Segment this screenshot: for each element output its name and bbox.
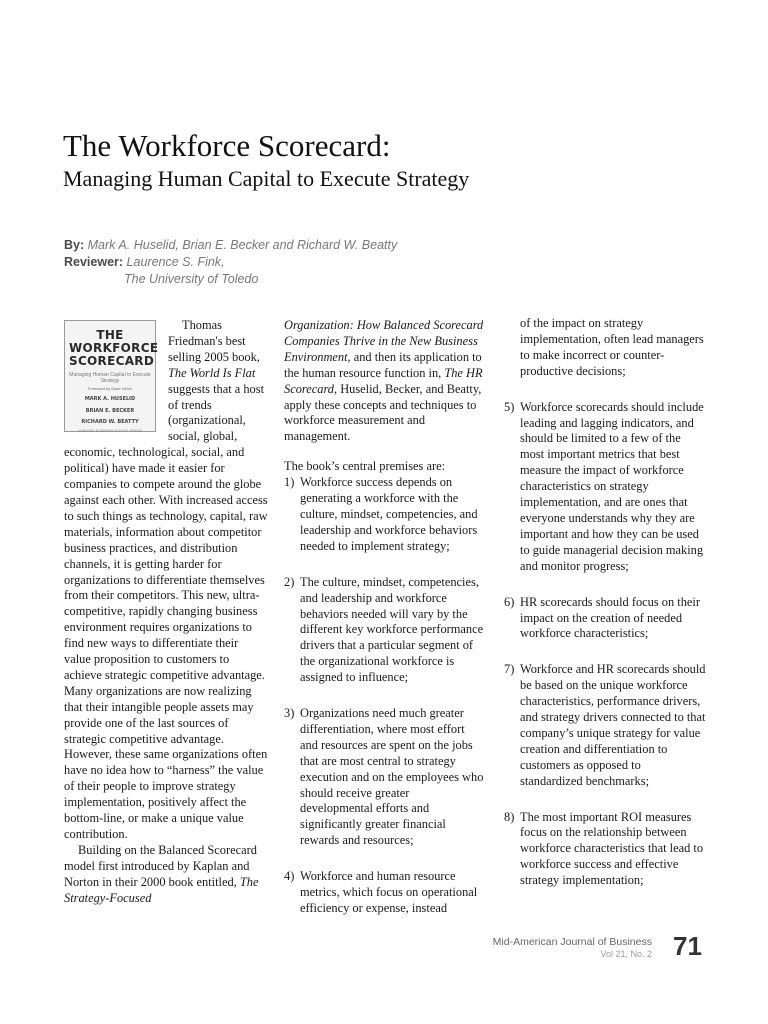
by-label: By: bbox=[64, 238, 85, 252]
premise-item bbox=[504, 810, 706, 890]
text-run: Huselid, Becker, and Beatty, apply these concepts and techniques to workforce measurement and management. bbox=[284, 381, 482, 444]
book-cover-publisher: HARVARD BUSINESS SCHOOL PRESS bbox=[78, 428, 142, 433]
byline-authors bbox=[64, 237, 397, 253]
premise-text: Workforce scorecards should include leading and lagging indicators, and should be limited to a few of the most important metrics that best measure the impact of workforce characteristics on strategy implementation, and are ones that everyone understands why they are important and how they can be used to guide managerial decision making and monitor progress; bbox=[520, 399, 704, 573]
premise-item bbox=[504, 400, 706, 575]
premise-continuation: of the impact on strategy implementation, often lead managers to make incorrect or counter-productive decisions; bbox=[520, 316, 704, 378]
book-cover-subtitle: Managing Human Capital to Execute Strategy bbox=[69, 372, 151, 384]
column-3 bbox=[504, 316, 706, 889]
premise-text: Workforce and human resource metrics, which focus on operational efficiency or expense, instead bbox=[300, 869, 478, 915]
book-title: The World Is Flat bbox=[168, 365, 256, 380]
book-cover-title-1: THE bbox=[96, 328, 124, 342]
premise-number: 5) bbox=[504, 399, 515, 414]
authors: Mark A. Huselid, Brian E. Becker and Richard W. Beatty bbox=[87, 238, 398, 252]
reviewer-name: Laurence S. Fink, bbox=[126, 255, 225, 269]
book-title: Organization: How Balanced Scorecard Companies Thrive in the New Business Environment bbox=[284, 318, 484, 364]
premise-item bbox=[284, 706, 484, 849]
journal-name: Mid-American Journal of Business bbox=[492, 936, 652, 948]
paragraph bbox=[64, 843, 268, 907]
premise-number: 7) bbox=[504, 662, 515, 677]
column-1 bbox=[64, 318, 268, 907]
book-cover-author-2: BRIAN E. BECKER bbox=[85, 407, 135, 414]
premise-text: Workforce and HR scorecards should be based on the unique workforce characteristics, performance drivers, and strategy drivers connected to that company’s unique strategy for value creation and differentiation to customers as opposed to standardized benchmarks; bbox=[520, 662, 706, 788]
book-cover-author-1: MARK A. HUSELID bbox=[84, 396, 136, 402]
reviewer-label: Reviewer: bbox=[64, 255, 124, 269]
premise-item bbox=[504, 662, 706, 789]
book-cover-image bbox=[64, 320, 159, 433]
book-cover-author-3: RICHARD W. BEATTY bbox=[81, 419, 139, 425]
text-run: , and then its application to the human resource function in, bbox=[284, 349, 482, 380]
premise-number: 4) bbox=[284, 869, 295, 884]
book-cover-foreword: Foreword by Dave Ulrich bbox=[87, 386, 132, 391]
text-run: Thomas Friedman's best selling 2005 book, bbox=[168, 318, 260, 364]
article-subtitle: Managing Human Capital to Execute Strategy bbox=[63, 166, 470, 191]
premise-text: The most important ROI measures focus on the relationship between workforce characteristics that lead to workforce success and effective strategy implementation; bbox=[520, 809, 704, 888]
text-run: suggests that a host of trends (organizational, social, global, economic, technological, social, and political) have made it easier for companies to compete around the globe against each other. With increased access to such things as technology, capital, raw materials, information about competitor business practices, and distribution channels, it is getting harder for organizations to differentiate themselves from their competitors. This new, ultra-competitive, rapidly changing business environment requires organizations to find new ways to differentiate their value proposition to customers to achieve strategic competitive advantage. Many organizations are now realizing that their intangible people assets may provide one of the last sources of strategic competitive advantage. However, these same organizations often have no idea how to “harness” the value of their people to improve strategy implementation, positively affect the bottom-line, or make a unique value contribution. bbox=[64, 381, 268, 841]
premise-item bbox=[284, 575, 484, 686]
text-run: Building on the Balanced Scorecard model first introduced by Kaplan and Norton in their 2000 book entitled, bbox=[64, 842, 257, 889]
premises-list-continued bbox=[504, 400, 706, 889]
book-title: The Strategy-Focused bbox=[64, 874, 259, 905]
premise-item bbox=[284, 869, 484, 917]
premise-number: 2) bbox=[284, 574, 295, 589]
premise-number: 1) bbox=[284, 475, 295, 490]
premise-number: 6) bbox=[504, 594, 515, 609]
book-cover-title-2: WORKFORCE bbox=[69, 341, 159, 355]
book-title: The HR Scorecard, bbox=[284, 365, 483, 396]
premise-item bbox=[284, 475, 484, 555]
premise-text: The culture, mindset, competencies, and leadership and workforce behaviors needed will vary by the different key workforce performance drivers that a particular segment of the organizational workforce is assigned to influence; bbox=[300, 574, 484, 685]
premise-text: Organizations need much greater differentiation, where most effort and resources are spent on the jobs that are most central to strategy execution and on the employees who should receive greater developmental efforts and significantly greater financial rewards and resources; bbox=[300, 706, 484, 848]
premises-intro: The book’s central premises are: bbox=[284, 459, 446, 474]
premises-list bbox=[284, 475, 484, 917]
byline-reviewer bbox=[64, 254, 225, 270]
premise-number: 3) bbox=[284, 706, 295, 721]
premise-text: Workforce success depends on generating a workforce with the culture, mindset, competencies, and leadership and workforce behaviors needed to implement strategy; bbox=[300, 475, 478, 553]
paragraph bbox=[284, 318, 484, 445]
premise-number: 8) bbox=[504, 809, 515, 824]
page-number: 71 bbox=[673, 931, 702, 961]
reviewer-affiliation: The University of Toledo bbox=[124, 272, 259, 286]
column-2 bbox=[284, 318, 484, 917]
premise-text: HR scorecards should focus on their impact on the creation of needed workforce characteristics; bbox=[520, 594, 700, 641]
premise-item bbox=[504, 595, 706, 643]
article-title: The Workforce Scorecard: bbox=[63, 128, 391, 163]
journal-volume: Vol 21, No. 2 bbox=[600, 949, 652, 959]
book-cover-title-3: SCORECARD bbox=[69, 354, 155, 368]
